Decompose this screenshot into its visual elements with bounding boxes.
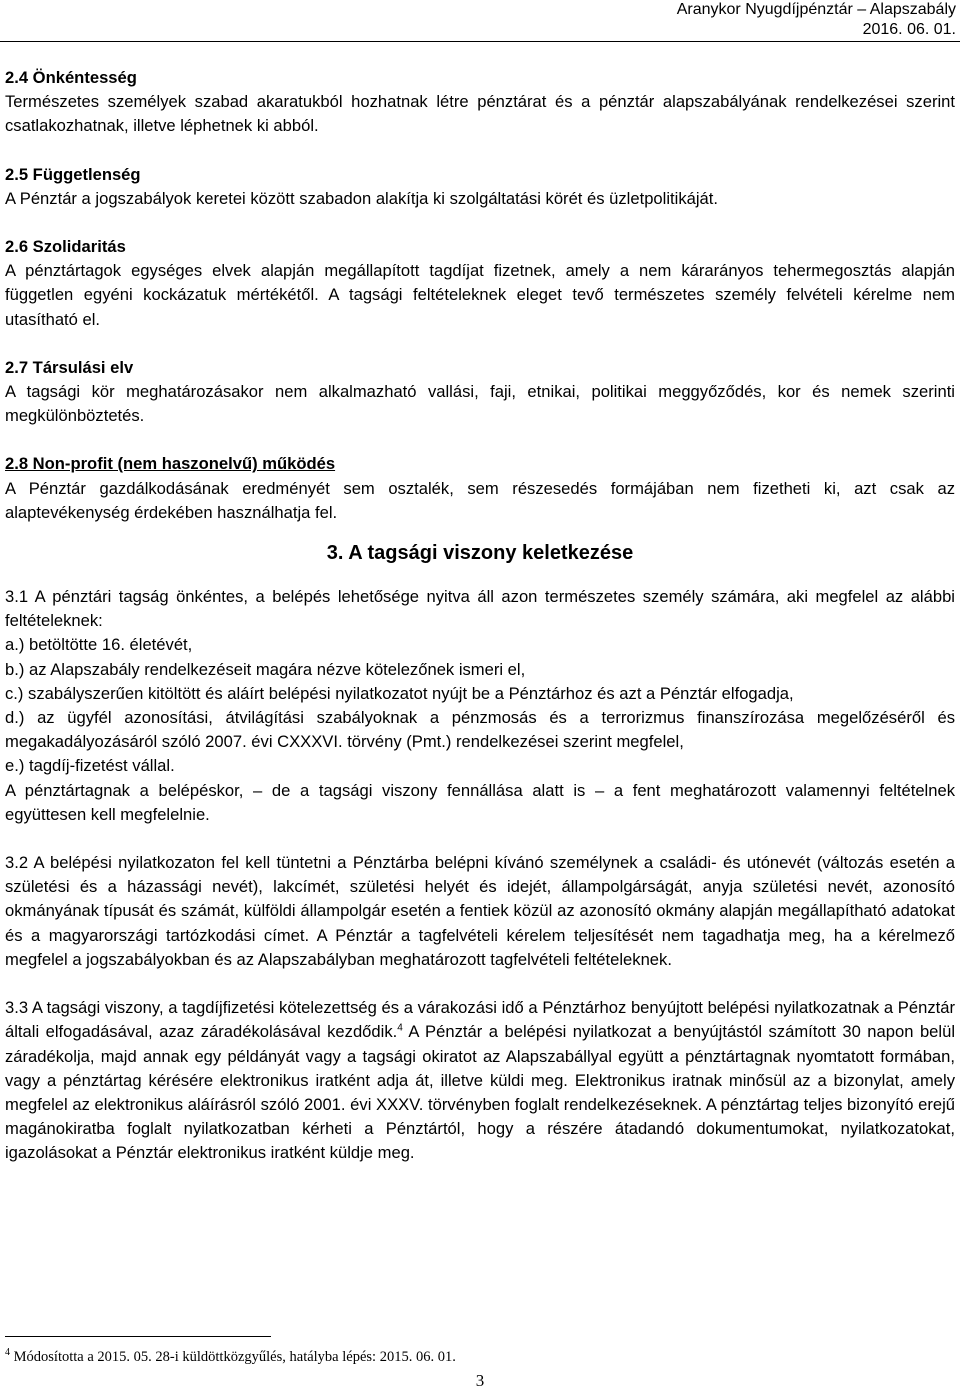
footnote-divider (5, 1336, 271, 1337)
header-divider (0, 41, 960, 42)
section-3-3 (5, 996, 955, 1165)
document-date: 2016. 06. 01. (862, 21, 956, 38)
section-3-2 (5, 851, 955, 972)
section-2-5 (5, 163, 955, 211)
list-item-a: a.) betöltötte 16. életévét, (5, 635, 193, 655)
paragraph (5, 996, 955, 1165)
footnote (5, 1349, 456, 1366)
list-item-b: b.) az Alapszabály rendelkezéseit magára nézve kötelezőnek ismeri el, (5, 659, 526, 679)
section-text: A Pénztár gazdálkodásának eredményét sem osztalék, sem részesedés formájában nem fizetheti ki, azt csak az alaptevékenység érdekében használhatja fel. (5, 478, 955, 522)
list-item-c: c.) szabályszerűen kitöltött és aláírt belépési nyilatkozatot nyújt be a Pénztárhoz és azt a Pénztár elfogadja, (5, 683, 794, 703)
document-title: Aranykor Nyugdíjpénztár – Alapszabály (676, 1, 956, 18)
list-item-e: e.) tagdíj-fizetést vállal. (5, 756, 175, 776)
section-text: A tagsági kör meghatározásakor nem alkalmazható vallási, faji, etnikai, politikai meggyőződés, kor és nemek szerinti megkülönböztetés. (5, 382, 955, 426)
section-heading: 2.5 Függetlenség (5, 164, 141, 184)
list-item-d: d.) az ügyfél azonosítási, átvilágítási szabályoknak a pénzmosás és a terrorizmus finanszírozása megelőzéséről és megakadályozásáról szóló 2007. évi CXXXVI. törvény (Pmt.) rendelkezései szerint megfelel, (5, 708, 955, 752)
section-heading: 2.6 Szolidaritás (5, 237, 126, 257)
section-text: A Pénztár a jogszabályok keretei között szabadon alakítja ki szolgáltatási körét és üzletpolitikáját. (5, 188, 718, 208)
page-number: 3 (475, 1371, 485, 1390)
section-2-7 (5, 356, 955, 429)
footnote-reference[interactable]: 4 (397, 1022, 403, 1034)
section-heading: 2.8 Non-profit (nem haszonelvű) működés (5, 454, 336, 474)
page-header (677, 0, 956, 40)
footnote-number: 4 (5, 1347, 10, 1359)
section-2-8 (5, 452, 955, 525)
section-3-1 (5, 585, 955, 827)
section-heading: 2.7 Társulási elv (5, 357, 134, 377)
paragraph: 3.2 A belépési nyilatkozaton fel kell tüntetni a Pénztárba belépni kívánó személynek a családi- és utónevét (változás esetén a születési és a házassági nevét), lakcímét, születési helyét és idejét, állampolgárságát, anyja születési nevét, azonosító okmányának típusát és számát, külföldi állampolgár esetén a fentiek közül az azonosító okmány alapján megállapítható adatokat és a magyarországi tartózkodási címet. A Pénztár a tagfelvételi kérelem teljesítését nem tagadhatja meg, ha a kérelmező megfelel a jogszabályokban és az Alapszabályban meghatározott tagfelvételi feltételeknek. (5, 853, 955, 969)
paragraph-closing: A pénztártagnak a belépéskor, – de a tagsági viszony fennállása alatt is – a fent meghatározott valamennyi feltételnek együttesen kell megfelelnie. (5, 780, 955, 824)
paragraph-intro: 3.1 A pénztári tagság önkéntes, a belépés lehetősége nyitva áll azon természetes személy számára, aki megfelel az alábbi feltételeknek: (5, 587, 955, 631)
chapter-title: 3. A tagsági viszony keletkezése (326, 542, 634, 565)
footnote-text: Módosította a 2015. 05. 28-i küldöttközgyűlés, hatályba lépés: 2015. 06. 01. (10, 1349, 456, 1365)
paragraph-part-1: 3.3 A tagsági viszony, a tagdíjfizetési kötelezettség és a várakozási idő a Pénztárhoz benyújtott belépési nyilatkozatnak a Pénztár általi elfogadásával, azaz záradékolásával kezdődik. (5, 998, 955, 1042)
section-text: A pénztártagok egységes elvek alapján megállapított tagdíjat fizetnek, amely a nem kárarányos tehermegosztás alapján független egyéni kockázatuk mértékétől. A tagsági feltételeknek eleget tevő természetes személy felvételi kérelme nem utasítható el. (5, 261, 955, 329)
paragraph-part-2: A Pénztár a belépési nyilatkozat a benyújtástól számított 30 napon belül záradékolja, majd annak egy példányát vagy a tagsági okiratot az Alapszabállyal együtt a pénztártagnak nyomtatott formában, vagy a pénztártag kérésére elektronikus iratként adja át, illetve küldi meg. Elektronikus iratnak minősül az a bizonylat, amely megfelel az elektronikus aláírásról szóló 2001. évi XXXV. törvényben foglalt rendelkezéseknek. A pénztártag teljes bizonyító erejű magánokiratba foglalt nyilatkozatban kérheti a Pénztártól, hogy a részére átadandó dokumentumokat, nyilatkozatokat, igazolásokat a Pénztár elektronikus iratként küldje meg. (5, 1022, 956, 1163)
section-text: Természetes személyek szabad akaratukból hozhatnak létre pénztárat és a pénztár alapszabályának rendelkezései szerint csatlakozhatnak, illetve léphetnek ki abból. (5, 92, 955, 136)
section-2-6 (5, 235, 955, 332)
section-2-4 (5, 66, 955, 139)
section-heading: 2.4 Önkéntesség (5, 68, 137, 87)
document-body (5, 66, 955, 1166)
